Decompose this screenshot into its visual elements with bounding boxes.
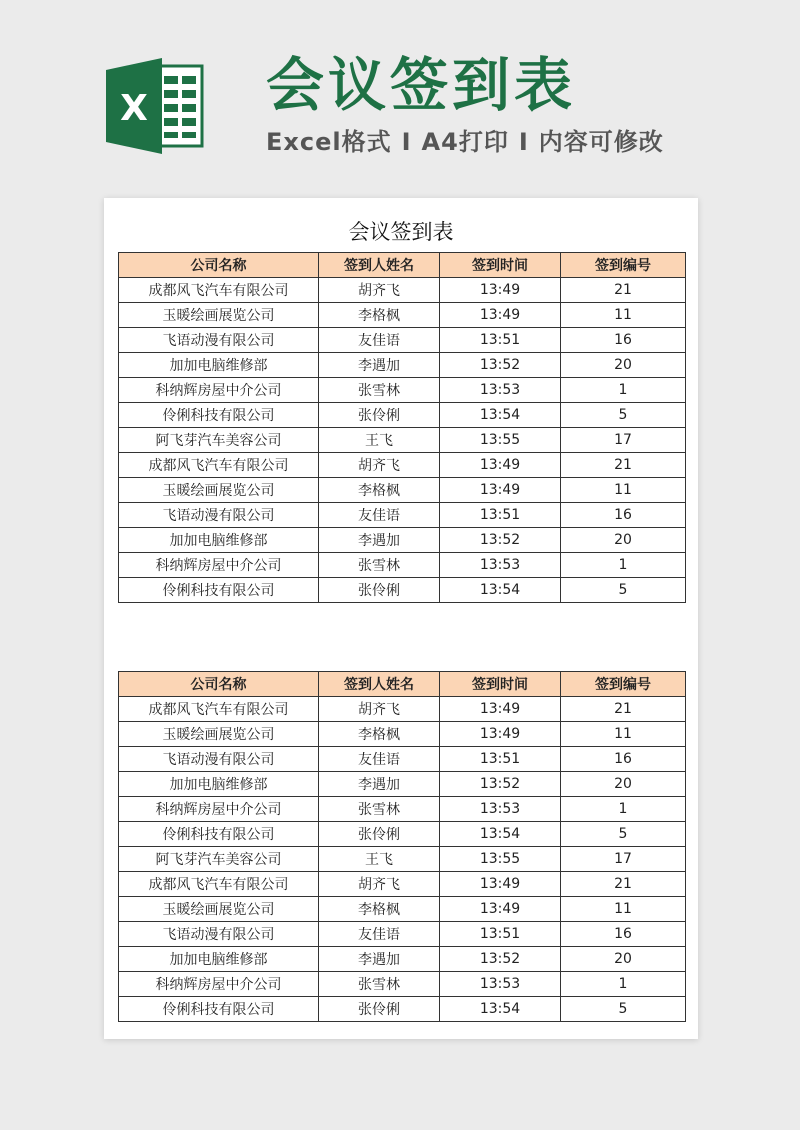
column-header-time: 签到时间 [440,253,561,278]
table-row [119,378,686,403]
name-cell: 友佳语 [319,328,440,353]
name-cell: 李遇加 [319,353,440,378]
table-row [119,353,686,378]
time-cell: 13:54 [440,997,561,1022]
number-cell: 21 [561,278,686,303]
name-cell: 王飞 [319,428,440,453]
company-cell: 加加电脑维修部 [119,772,319,797]
number-cell: 21 [561,872,686,897]
number-cell: 11 [561,722,686,747]
column-header-name: 签到人姓名 [319,672,440,697]
name-cell: 张伶俐 [319,403,440,428]
time-cell: 13:49 [440,478,561,503]
column-header-name: 签到人姓名 [319,253,440,278]
number-cell: 16 [561,922,686,947]
company-cell: 加加电脑维修部 [119,947,319,972]
table-row [119,797,686,822]
time-cell: 13:54 [440,822,561,847]
table-row [119,972,686,997]
company-cell: 科纳辉房屋中介公司 [119,797,319,822]
company-cell: 阿飞芽汽车美容公司 [119,428,319,453]
time-cell: 13:51 [440,328,561,353]
name-cell: 李格枫 [319,303,440,328]
time-cell: 13:51 [440,503,561,528]
subtitle [266,126,664,158]
table-row [119,822,686,847]
table-row [119,947,686,972]
number-cell: 16 [561,503,686,528]
name-cell: 李格枫 [319,722,440,747]
table-row [119,772,686,797]
number-cell: 20 [561,947,686,972]
number-cell: 5 [561,997,686,1022]
time-cell: 13:52 [440,772,561,797]
time-cell: 13:49 [440,453,561,478]
number-cell: 21 [561,453,686,478]
table-row [119,453,686,478]
time-cell: 13:49 [440,303,561,328]
number-cell: 1 [561,378,686,403]
subtitle-editable: 内容可修改 [538,128,664,156]
excel-icon [104,58,204,154]
table-row [119,428,686,453]
company-cell: 玉暖绘画展览公司 [119,722,319,747]
number-cell: 5 [561,822,686,847]
table-row [119,478,686,503]
number-cell: 1 [561,972,686,997]
name-cell: 张雪林 [319,378,440,403]
number-cell: 1 [561,553,686,578]
time-cell: 13:51 [440,747,561,772]
time-cell: 13:53 [440,553,561,578]
number-cell: 5 [561,403,686,428]
name-cell: 胡齐飞 [319,453,440,478]
company-cell: 伶俐科技有限公司 [119,822,319,847]
number-cell: 20 [561,528,686,553]
name-cell: 张雪林 [319,797,440,822]
company-cell: 成都风飞汽车有限公司 [119,872,319,897]
table-row [119,872,686,897]
subtitle-print: A4打印 [421,128,509,156]
number-cell: 21 [561,697,686,722]
company-cell: 伶俐科技有限公司 [119,578,319,603]
number-cell: 11 [561,478,686,503]
time-cell: 13:52 [440,353,561,378]
table-row [119,303,686,328]
template-header [0,0,800,200]
name-cell: 友佳语 [319,503,440,528]
table-row [119,897,686,922]
sheet-preview [104,198,698,1039]
company-cell: 阿飞芽汽车美容公司 [119,847,319,872]
name-cell: 王飞 [319,847,440,872]
subtitle-format: Excel格式 [266,128,392,156]
number-cell: 1 [561,797,686,822]
number-cell: 17 [561,847,686,872]
time-cell: 13:49 [440,897,561,922]
time-cell: 13:53 [440,378,561,403]
table-row [119,922,686,947]
sheet-title: 会议签到表 [348,220,454,244]
number-cell: 20 [561,353,686,378]
name-cell: 张雪林 [319,553,440,578]
company-cell: 玉暖绘画展览公司 [119,478,319,503]
table-row [119,278,686,303]
number-cell: 11 [561,303,686,328]
number-cell: 11 [561,897,686,922]
table-row [119,503,686,528]
table-header-row [119,672,686,697]
table-row [119,997,686,1022]
time-cell: 13:54 [440,578,561,603]
name-cell: 李格枫 [319,897,440,922]
company-cell: 成都风飞汽车有限公司 [119,278,319,303]
time-cell: 13:54 [440,403,561,428]
signin-table-1 [118,252,686,603]
company-cell: 成都风飞汽车有限公司 [119,697,319,722]
name-cell: 胡齐飞 [319,697,440,722]
name-cell: 张伶俐 [319,578,440,603]
company-cell: 加加电脑维修部 [119,353,319,378]
table-body [119,697,686,1022]
time-cell: 13:52 [440,528,561,553]
table-row [119,578,686,603]
number-cell: 16 [561,747,686,772]
company-cell: 成都风飞汽车有限公司 [119,453,319,478]
company-cell: 科纳辉房屋中介公司 [119,553,319,578]
company-cell: 玉暖绘画展览公司 [119,897,319,922]
time-cell: 13:55 [440,428,561,453]
excel-logo-letter: X [120,88,148,129]
table-row [119,722,686,747]
time-cell: 13:52 [440,947,561,972]
number-cell: 16 [561,328,686,353]
time-cell: 13:55 [440,847,561,872]
column-header-time: 签到时间 [440,672,561,697]
company-cell: 伶俐科技有限公司 [119,997,319,1022]
table-row [119,747,686,772]
name-cell: 张伶俐 [319,822,440,847]
table-body [119,278,686,603]
column-header-number: 签到编号 [561,672,686,697]
table-row [119,847,686,872]
time-cell: 13:51 [440,922,561,947]
table-row [119,328,686,353]
table-row [119,553,686,578]
company-cell: 玉暖绘画展览公司 [119,303,319,328]
company-cell: 飞语动漫有限公司 [119,922,319,947]
company-cell: 飞语动漫有限公司 [119,747,319,772]
name-cell: 张雪林 [319,972,440,997]
time-cell: 13:49 [440,278,561,303]
name-cell: 李遇加 [319,772,440,797]
company-cell: 伶俐科技有限公司 [119,403,319,428]
name-cell: 胡齐飞 [319,278,440,303]
number-cell: 20 [561,772,686,797]
column-header-company: 公司名称 [119,672,319,697]
name-cell: 友佳语 [319,922,440,947]
company-cell: 科纳辉房屋中介公司 [119,972,319,997]
table-header-row [119,253,686,278]
signin-table-2 [118,671,686,1022]
page-title: 会议签到表 [266,51,577,119]
time-cell: 13:53 [440,972,561,997]
number-cell: 5 [561,578,686,603]
name-cell: 胡齐飞 [319,872,440,897]
name-cell: 张伶俐 [319,997,440,1022]
company-cell: 科纳辉房屋中介公司 [119,378,319,403]
subtitle-separator: I [401,128,412,156]
table-row [119,403,686,428]
name-cell: 李遇加 [319,528,440,553]
name-cell: 李遇加 [319,947,440,972]
time-cell: 13:49 [440,872,561,897]
column-header-number: 签到编号 [561,253,686,278]
table-row [119,697,686,722]
name-cell: 李格枫 [319,478,440,503]
company-cell: 飞语动漫有限公司 [119,503,319,528]
name-cell: 友佳语 [319,747,440,772]
time-cell: 13:49 [440,697,561,722]
time-cell: 13:53 [440,797,561,822]
time-cell: 13:49 [440,722,561,747]
company-cell: 飞语动漫有限公司 [119,328,319,353]
number-cell: 17 [561,428,686,453]
column-header-company: 公司名称 [119,253,319,278]
subtitle-separator: I [518,128,529,156]
company-cell: 加加电脑维修部 [119,528,319,553]
table-row [119,528,686,553]
